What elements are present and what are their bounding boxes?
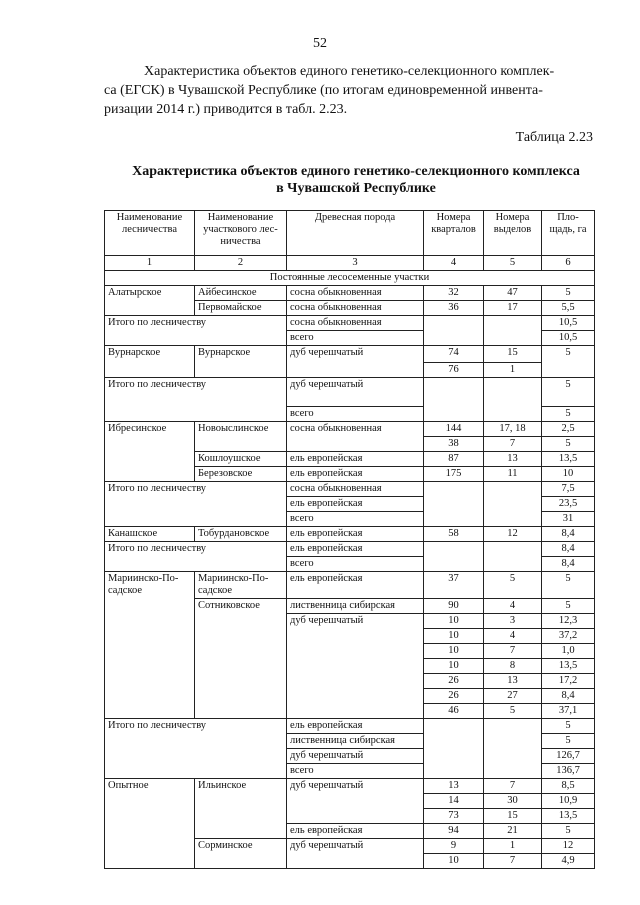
plot-cell: 12: [484, 527, 542, 542]
plot-cell: 11: [484, 467, 542, 482]
area-cell: 13,5: [542, 452, 595, 467]
area-cell: 23,5: [542, 497, 595, 512]
intro-line: ризации 2014 г.) приводится в табл. 2.23.: [104, 102, 348, 117]
col-header-forestry: Наименование лесничества: [105, 211, 195, 256]
area-cell: 10,9: [542, 794, 595, 809]
subtotal-label: Итого по лесничеству: [105, 378, 287, 422]
quarter-cell: 37: [424, 572, 484, 599]
species-cell: ель европейская: [287, 572, 424, 599]
subtotal-label: Итого по лесничеству: [105, 482, 287, 527]
quarter-cell: 38: [424, 437, 484, 452]
intro-line: са (ЕГСК) в Чувашской Республике (по итогам единовременной инвента-: [104, 83, 543, 98]
section-row: [105, 271, 595, 286]
forestry-cell: Ибресинское: [105, 422, 195, 482]
district-cell: Первомайское: [195, 301, 287, 316]
plot-cell: 7: [484, 644, 542, 659]
quarter-cell: 13: [424, 779, 484, 794]
col-header-species: Древесная порода: [287, 211, 424, 256]
species-cell: ель европейская: [287, 824, 424, 839]
subtotal-row: [105, 719, 595, 734]
area-cell: 5: [542, 719, 595, 734]
plot-cell: 4: [484, 599, 542, 614]
species-cell: дуб черешчатый: [287, 346, 424, 378]
area-cell: 10,5: [542, 331, 595, 346]
empty-cell: [424, 316, 484, 346]
empty-cell: [484, 719, 542, 779]
quarter-cell: 10: [424, 854, 484, 869]
quarter-cell: 32: [424, 286, 484, 301]
quarter-cell: 46: [424, 704, 484, 719]
section-heading: Постоянные лесосеменные участки: [105, 271, 595, 286]
subtotal-label: Итого по лесничеству: [105, 719, 287, 779]
area-cell: 136,7: [542, 764, 595, 779]
forestry-cell: Алатырское: [105, 286, 195, 301]
area-cell: 8,4: [542, 527, 595, 542]
species-cell: сосна обыкновенная: [287, 301, 424, 316]
area-cell: 2,5: [542, 422, 595, 437]
table-row: [105, 422, 595, 437]
district-cell: Березовское: [195, 467, 287, 482]
area-cell: 8,4: [542, 542, 595, 557]
plot-cell: 5: [484, 704, 542, 719]
species-cell: лиственница сибирская: [287, 599, 424, 614]
empty-cell: [424, 542, 484, 572]
plot-cell: 1: [484, 363, 542, 378]
area-cell: 5: [542, 599, 595, 614]
plot-cell: 17, 18: [484, 422, 542, 437]
table-row: [105, 527, 595, 542]
area-cell: 5: [542, 572, 595, 599]
plot-cell: 7: [484, 854, 542, 869]
area-cell: 5: [542, 734, 595, 749]
plot-cell: 3: [484, 614, 542, 629]
quarter-cell: 10: [424, 644, 484, 659]
area-cell: 13,5: [542, 659, 595, 674]
quarter-cell: 10: [424, 659, 484, 674]
species-cell: сосна обыкновенная: [287, 422, 424, 452]
title-line: Характеристика объектов единого генетико-селекционного комплекса: [132, 164, 580, 179]
species-cell: ель европейская: [287, 719, 424, 734]
table-row: [105, 346, 595, 363]
area-cell: 8,5: [542, 779, 595, 794]
column-number-row: [105, 256, 595, 271]
species-cell: дуб черешчатый: [287, 839, 424, 869]
district-cell: Новоыслинское: [195, 422, 287, 452]
empty-cell: [484, 316, 542, 346]
quarter-cell: 36: [424, 301, 484, 316]
species-cell: всего: [287, 764, 424, 779]
area-cell: 5: [542, 407, 595, 422]
area-cell: 5: [542, 378, 595, 407]
forestry-cell: [105, 301, 195, 316]
plot-cell: 21: [484, 824, 542, 839]
forestry-cell: Опытное: [105, 779, 195, 869]
area-cell: 10,5: [542, 316, 595, 331]
plot-cell: 30: [484, 794, 542, 809]
area-cell: 4,9: [542, 854, 595, 869]
col-number: 3: [287, 256, 424, 271]
col-number: 4: [424, 256, 484, 271]
plot-cell: 15: [484, 809, 542, 824]
district-cell: Сотниковское: [195, 599, 287, 719]
district-cell: Ильинское: [195, 779, 287, 839]
species-cell: ель европейская: [287, 467, 424, 482]
quarter-cell: 74: [424, 346, 484, 363]
col-header-plots: Номера выделов: [484, 211, 542, 256]
intro-paragraph: [104, 62, 594, 119]
species-cell: ель европейская: [287, 497, 424, 512]
district-cell: Сорминское: [195, 839, 287, 869]
quarter-cell: 9: [424, 839, 484, 854]
subtotal-row: [105, 378, 595, 407]
species-cell: дуб черешчатый: [287, 749, 424, 764]
species-cell: сосна обыкновенная: [287, 316, 424, 331]
district-cell: Айбесинское: [195, 286, 287, 301]
quarter-cell: 76: [424, 363, 484, 378]
empty-cell: [484, 482, 542, 527]
col-number: 6: [542, 256, 595, 271]
table-row: [105, 286, 595, 301]
quarter-cell: 94: [424, 824, 484, 839]
plot-cell: 15: [484, 346, 542, 363]
district-cell: Тобурдановское: [195, 527, 287, 542]
intro-line: Характеристика объектов единого генетико-селекционного комплек-: [144, 64, 555, 79]
species-cell: сосна обыкновенная: [287, 482, 424, 497]
col-header-district: Наименование участкового лес-ничества: [195, 211, 287, 256]
quarter-cell: 26: [424, 689, 484, 704]
species-cell: ель европейская: [287, 527, 424, 542]
area-cell: 1,0: [542, 644, 595, 659]
quarter-cell: 90: [424, 599, 484, 614]
plot-cell: 7: [484, 779, 542, 794]
district-cell: Кошлоушское: [195, 452, 287, 467]
quarter-cell: 73: [424, 809, 484, 824]
table-row: [105, 779, 595, 794]
quarter-cell: 58: [424, 527, 484, 542]
area-cell: 8,4: [542, 689, 595, 704]
empty-cell: [424, 482, 484, 527]
page-number: 52: [313, 36, 327, 51]
species-cell: сосна обыкновенная: [287, 286, 424, 301]
area-cell: 5: [542, 437, 595, 452]
table-label: Таблица 2.23: [515, 130, 593, 145]
area-cell: 37,2: [542, 629, 595, 644]
col-number: 2: [195, 256, 287, 271]
plot-cell: 13: [484, 452, 542, 467]
plot-cell: 13: [484, 674, 542, 689]
forestry-cell: Мариинско-По-садское: [105, 572, 195, 719]
species-cell: дуб черешчатый: [287, 614, 424, 719]
species-cell: ель европейская: [287, 542, 424, 557]
col-header-area: Пло-щадь, га: [542, 211, 595, 256]
species-cell: всего: [287, 331, 424, 346]
subtotal-row: [105, 482, 595, 497]
title-line: в Чувашской Республике: [276, 181, 436, 196]
col-number: 1: [105, 256, 195, 271]
empty-cell: [424, 378, 484, 422]
species-cell: всего: [287, 557, 424, 572]
area-cell: 5: [542, 824, 595, 839]
plot-cell: 4: [484, 629, 542, 644]
header-row: [105, 211, 595, 256]
area-cell: 5: [542, 346, 595, 378]
area-cell: 17,2: [542, 674, 595, 689]
plot-cell: 27: [484, 689, 542, 704]
area-cell: 12,3: [542, 614, 595, 629]
area-cell: 5,5: [542, 301, 595, 316]
area-cell: 37,1: [542, 704, 595, 719]
col-number: 5: [484, 256, 542, 271]
subtotal-label: Итого по лесничеству: [105, 316, 287, 346]
quarter-cell: 87: [424, 452, 484, 467]
plot-cell: 1: [484, 839, 542, 854]
quarter-cell: 14: [424, 794, 484, 809]
forestry-cell: Вурнарское: [105, 346, 195, 378]
empty-cell: [424, 719, 484, 779]
area-cell: 5: [542, 286, 595, 301]
species-cell: всего: [287, 512, 424, 527]
subtotal-row: [105, 542, 595, 557]
quarter-cell: 175: [424, 467, 484, 482]
table-row: [105, 301, 595, 316]
district-cell: Вурнарское: [195, 346, 287, 378]
empty-cell: [484, 542, 542, 572]
forestry-cell: Канашское: [105, 527, 195, 542]
area-cell: 31: [542, 512, 595, 527]
area-cell: 8,4: [542, 557, 595, 572]
species-cell: всего: [287, 407, 424, 422]
area-cell: 126,7: [542, 749, 595, 764]
forest-table: [104, 210, 595, 869]
plot-cell: 7: [484, 437, 542, 452]
district-cell: Мариинско-По-садское: [195, 572, 287, 599]
subtotal-row: [105, 316, 595, 331]
subtotal-label: Итого по лесничеству: [105, 542, 287, 572]
species-cell: лиственница сибирская: [287, 734, 424, 749]
table-title: [104, 163, 608, 197]
plot-cell: 8: [484, 659, 542, 674]
species-cell: дуб черешчатый: [287, 378, 424, 407]
quarter-cell: 10: [424, 629, 484, 644]
area-cell: 7,5: [542, 482, 595, 497]
area-cell: 12: [542, 839, 595, 854]
col-header-quarters: Номера кварталов: [424, 211, 484, 256]
empty-cell: [484, 378, 542, 422]
area-cell: 10: [542, 467, 595, 482]
quarter-cell: 26: [424, 674, 484, 689]
species-cell: ель европейская: [287, 452, 424, 467]
area-cell: 13,5: [542, 809, 595, 824]
table-row: [105, 572, 595, 599]
quarter-cell: 10: [424, 614, 484, 629]
quarter-cell: 144: [424, 422, 484, 437]
plot-cell: 5: [484, 572, 542, 599]
species-cell: дуб черешчатый: [287, 779, 424, 824]
plot-cell: 17: [484, 301, 542, 316]
plot-cell: 47: [484, 286, 542, 301]
